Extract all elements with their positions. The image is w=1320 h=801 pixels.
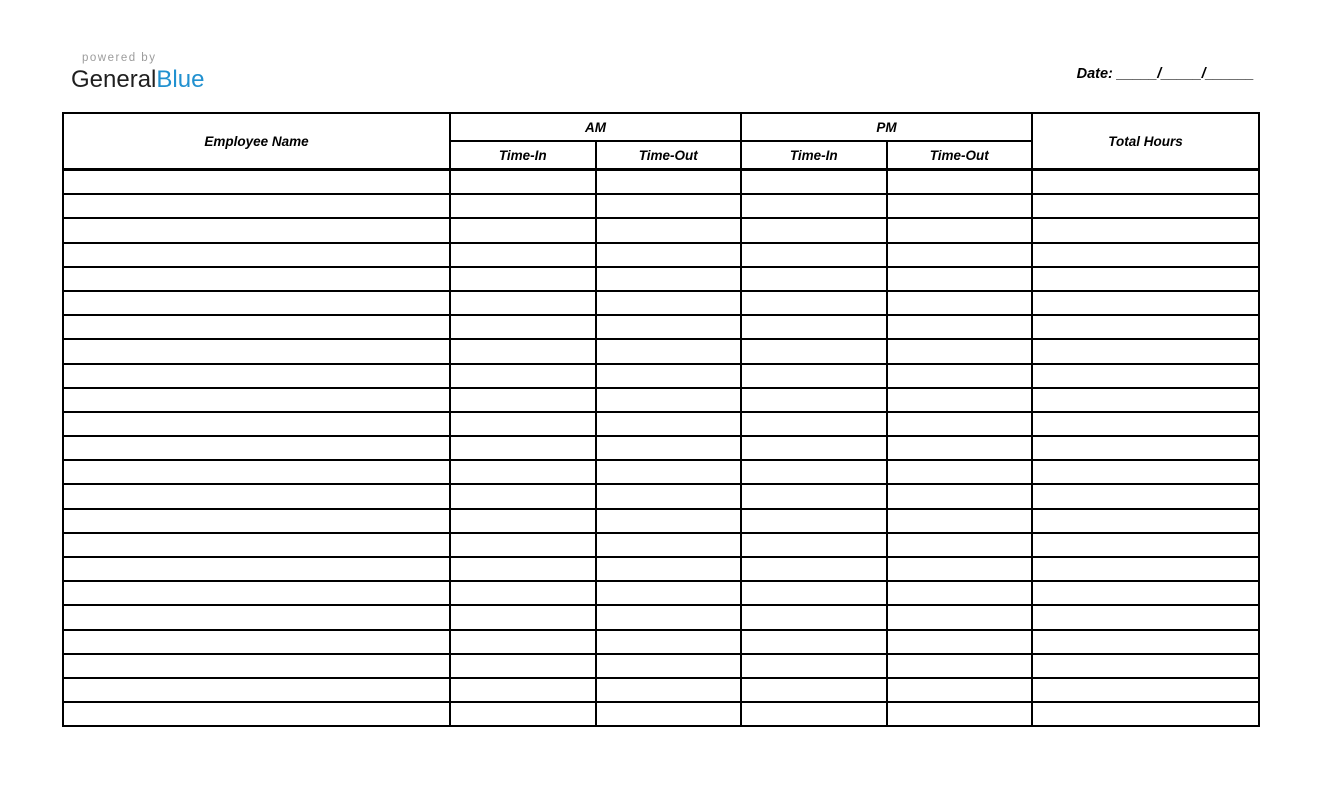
table-row [63, 291, 1259, 315]
am-time-out-cell [596, 436, 742, 460]
timesheet-table [62, 112, 1260, 727]
am-time-in-cell [450, 315, 596, 339]
am-time-out-cell [596, 412, 742, 436]
employee-name-cell [63, 581, 450, 605]
brand-logo [71, 53, 204, 92]
total-hours-cell [1032, 581, 1259, 605]
total-hours-cell [1032, 315, 1259, 339]
table-row [63, 315, 1259, 339]
pm-time-in-cell [741, 509, 887, 533]
table-row [63, 243, 1259, 267]
date-fill-in-line: Date: _____/_____/______ [1076, 66, 1254, 82]
am-time-out-cell [596, 315, 742, 339]
total-hours-cell [1032, 460, 1259, 484]
am-time-in-header: Time-In [450, 141, 596, 170]
table-row [63, 509, 1259, 533]
am-time-in-cell [450, 509, 596, 533]
table-row [63, 678, 1259, 702]
total-hours-cell [1032, 388, 1259, 412]
table-row [63, 460, 1259, 484]
employee-name-cell [63, 557, 450, 581]
pm-time-in-cell [741, 533, 887, 557]
total-hours-cell [1032, 605, 1259, 629]
table-row [63, 267, 1259, 291]
table-row [63, 436, 1259, 460]
total-hours-cell [1032, 533, 1259, 557]
brand-name [71, 65, 205, 93]
pm-time-out-cell [887, 533, 1033, 557]
table-row [63, 218, 1259, 242]
employee-name-header: Employee Name [63, 113, 450, 170]
employee-name-cell [63, 484, 450, 508]
employee-name-cell [63, 436, 450, 460]
total-hours-cell [1032, 218, 1259, 242]
table-row [63, 654, 1259, 678]
table-row [63, 702, 1259, 726]
pm-time-in-cell [741, 581, 887, 605]
employee-name-cell [63, 412, 450, 436]
total-hours-cell [1032, 267, 1259, 291]
pm-time-in-cell [741, 436, 887, 460]
pm-time-out-cell [887, 605, 1033, 629]
brand-name-accent: Blue [156, 65, 205, 93]
employee-name-cell [63, 315, 450, 339]
employee-name-cell [63, 364, 450, 388]
am-time-out-cell [596, 364, 742, 388]
pm-group-header: PM [741, 113, 1032, 141]
am-time-out-cell [596, 243, 742, 267]
am-time-in-cell [450, 218, 596, 242]
total-hours-cell [1032, 630, 1259, 654]
am-time-in-cell [450, 267, 596, 291]
pm-time-in-cell [741, 630, 887, 654]
employee-name-cell [63, 218, 450, 242]
am-time-in-cell [450, 702, 596, 726]
am-time-in-cell [450, 291, 596, 315]
total-hours-cell [1032, 557, 1259, 581]
table-row [63, 557, 1259, 581]
pm-time-in-cell [741, 243, 887, 267]
brand-name-primary: General [71, 65, 157, 93]
pm-time-in-cell [741, 557, 887, 581]
am-time-out-cell [596, 218, 742, 242]
pm-time-out-header: Time-Out [887, 141, 1033, 170]
pm-time-out-cell [887, 315, 1033, 339]
total-hours-cell [1032, 339, 1259, 363]
am-time-out-cell [596, 484, 742, 508]
am-time-in-cell [450, 484, 596, 508]
pm-time-in-cell [741, 170, 887, 195]
total-hours-cell [1032, 509, 1259, 533]
pm-time-in-cell [741, 605, 887, 629]
employee-name-cell [63, 267, 450, 291]
employee-name-cell [63, 194, 450, 218]
employee-name-cell [63, 630, 450, 654]
total-hours-cell [1032, 170, 1259, 195]
am-time-in-cell [450, 170, 596, 195]
table-row [63, 194, 1259, 218]
pm-time-in-cell [741, 678, 887, 702]
pm-time-out-cell [887, 702, 1033, 726]
table-row [63, 364, 1259, 388]
pm-time-out-cell [887, 436, 1033, 460]
am-time-in-cell [450, 412, 596, 436]
pm-time-out-cell [887, 484, 1033, 508]
am-time-out-cell [596, 678, 742, 702]
table-row [63, 388, 1259, 412]
total-hours-cell [1032, 702, 1259, 726]
am-time-in-cell [450, 460, 596, 484]
pm-time-out-cell [887, 412, 1033, 436]
am-time-in-cell [450, 630, 596, 654]
am-time-in-cell [450, 436, 596, 460]
employee-name-cell [63, 678, 450, 702]
pm-time-in-cell [741, 412, 887, 436]
pm-time-out-cell [887, 267, 1033, 291]
table-row [63, 581, 1259, 605]
am-time-in-cell [450, 243, 596, 267]
am-time-out-cell [596, 194, 742, 218]
pm-time-out-cell [887, 388, 1033, 412]
total-hours-header: Total Hours [1032, 113, 1259, 170]
am-time-out-cell [596, 267, 742, 291]
pm-time-out-cell [887, 630, 1033, 654]
pm-time-out-cell [887, 581, 1033, 605]
total-hours-cell [1032, 364, 1259, 388]
employee-name-cell [63, 702, 450, 726]
employee-name-cell [63, 509, 450, 533]
powered-by-label: powered by [82, 52, 157, 64]
table-row [63, 533, 1259, 557]
table-row [63, 484, 1259, 508]
pm-time-out-cell [887, 509, 1033, 533]
pm-time-out-cell [887, 460, 1033, 484]
total-hours-cell [1032, 654, 1259, 678]
am-time-out-cell [596, 170, 742, 195]
pm-time-in-cell [741, 291, 887, 315]
total-hours-cell [1032, 678, 1259, 702]
timesheet-body [63, 170, 1259, 727]
employee-name-cell [63, 291, 450, 315]
am-time-out-cell [596, 605, 742, 629]
employee-name-cell [63, 654, 450, 678]
pm-time-in-cell [741, 339, 887, 363]
total-hours-cell [1032, 194, 1259, 218]
table-row [63, 339, 1259, 363]
pm-time-in-cell [741, 484, 887, 508]
pm-time-out-cell [887, 364, 1033, 388]
pm-time-in-cell [741, 267, 887, 291]
employee-name-cell [63, 460, 450, 484]
am-time-out-cell [596, 533, 742, 557]
header-group-row [63, 113, 1259, 141]
employee-name-cell [63, 388, 450, 412]
employee-name-cell [63, 339, 450, 363]
total-hours-cell [1032, 436, 1259, 460]
pm-time-in-cell [741, 654, 887, 678]
pm-time-in-cell [741, 388, 887, 412]
pm-time-in-cell [741, 460, 887, 484]
pm-time-out-cell [887, 654, 1033, 678]
table-row [63, 630, 1259, 654]
pm-time-out-cell [887, 194, 1033, 218]
am-time-out-cell [596, 654, 742, 678]
am-time-out-cell [596, 557, 742, 581]
pm-time-out-cell [887, 557, 1033, 581]
am-time-out-cell [596, 460, 742, 484]
am-time-in-cell [450, 654, 596, 678]
total-hours-cell [1032, 243, 1259, 267]
am-time-in-cell [450, 339, 596, 363]
am-time-out-header: Time-Out [596, 141, 742, 170]
table-row [63, 412, 1259, 436]
total-hours-cell [1032, 291, 1259, 315]
am-group-header: AM [450, 113, 741, 141]
am-time-in-cell [450, 194, 596, 218]
am-time-out-cell [596, 388, 742, 412]
total-hours-cell [1032, 484, 1259, 508]
am-time-in-cell [450, 364, 596, 388]
pm-time-in-header: Time-In [741, 141, 887, 170]
am-time-out-cell [596, 581, 742, 605]
pm-time-out-cell [887, 218, 1033, 242]
am-time-out-cell [596, 291, 742, 315]
pm-time-in-cell [741, 702, 887, 726]
employee-name-cell [63, 170, 450, 195]
am-time-out-cell [596, 702, 742, 726]
employee-name-cell [63, 533, 450, 557]
am-time-in-cell [450, 557, 596, 581]
pm-time-in-cell [741, 218, 887, 242]
am-time-out-cell [596, 630, 742, 654]
am-time-in-cell [450, 581, 596, 605]
am-time-in-cell [450, 533, 596, 557]
pm-time-in-cell [741, 194, 887, 218]
employee-name-cell [63, 243, 450, 267]
timesheet-header [63, 113, 1259, 170]
pm-time-out-cell [887, 339, 1033, 363]
am-time-in-cell [450, 388, 596, 412]
pm-time-out-cell [887, 243, 1033, 267]
pm-time-in-cell [741, 364, 887, 388]
pm-time-out-cell [887, 170, 1033, 195]
pm-time-in-cell [741, 315, 887, 339]
pm-time-out-cell [887, 678, 1033, 702]
table-row [63, 170, 1259, 195]
pm-time-out-cell [887, 291, 1033, 315]
total-hours-cell [1032, 412, 1259, 436]
employee-name-cell [63, 605, 450, 629]
am-time-out-cell [596, 339, 742, 363]
table-row [63, 605, 1259, 629]
am-time-in-cell [450, 678, 596, 702]
am-time-in-cell [450, 605, 596, 629]
am-time-out-cell [596, 509, 742, 533]
